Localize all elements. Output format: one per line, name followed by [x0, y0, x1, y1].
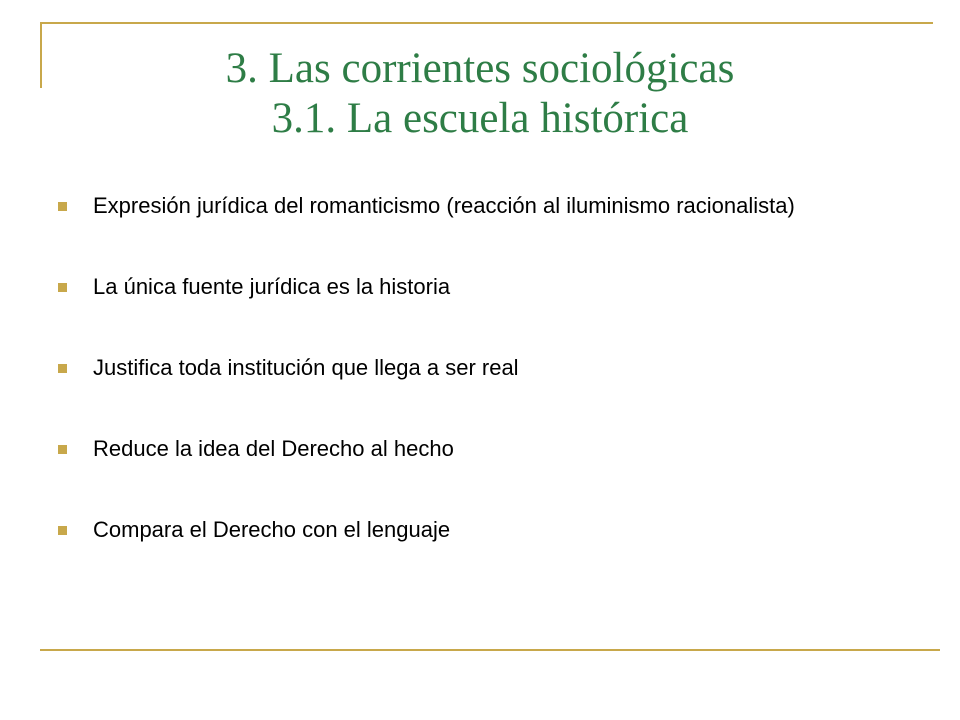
bullet-text: Compara el Derecho con el lenguaje — [93, 517, 451, 542]
list-item — [58, 273, 904, 300]
list-spacer — [58, 381, 904, 435]
square-bullet-icon — [58, 364, 67, 373]
bullet-list — [58, 192, 904, 543]
bullet-text: La única fuente jurídica es la historia — [93, 274, 451, 299]
square-bullet-icon — [58, 526, 67, 535]
bullet-text: Expresión jurídica del romanticismo (reacción al iluminismo racionalista) — [93, 193, 795, 218]
list-spacer — [58, 462, 904, 516]
list-item — [58, 516, 904, 543]
title-line-1: 3. Las corrientes sociológicas — [225, 45, 735, 92]
slide-title — [60, 44, 900, 144]
list-item — [58, 354, 904, 381]
square-bullet-icon — [58, 202, 67, 211]
list-spacer — [58, 300, 904, 354]
title-line-2: 3.1. La escuela histórica — [271, 95, 689, 142]
bullet-text: Justifica toda institución que llega a ser real — [93, 355, 519, 380]
square-bullet-icon — [58, 445, 67, 454]
list-item — [58, 435, 904, 462]
frame-top-rule — [40, 22, 933, 24]
frame-bottom-rule — [40, 649, 940, 651]
list-spacer — [58, 219, 904, 273]
square-bullet-icon — [58, 283, 67, 292]
bullet-text: Reduce la idea del Derecho al hecho — [93, 436, 454, 461]
list-item — [58, 192, 904, 219]
frame-left-rule — [40, 22, 42, 88]
